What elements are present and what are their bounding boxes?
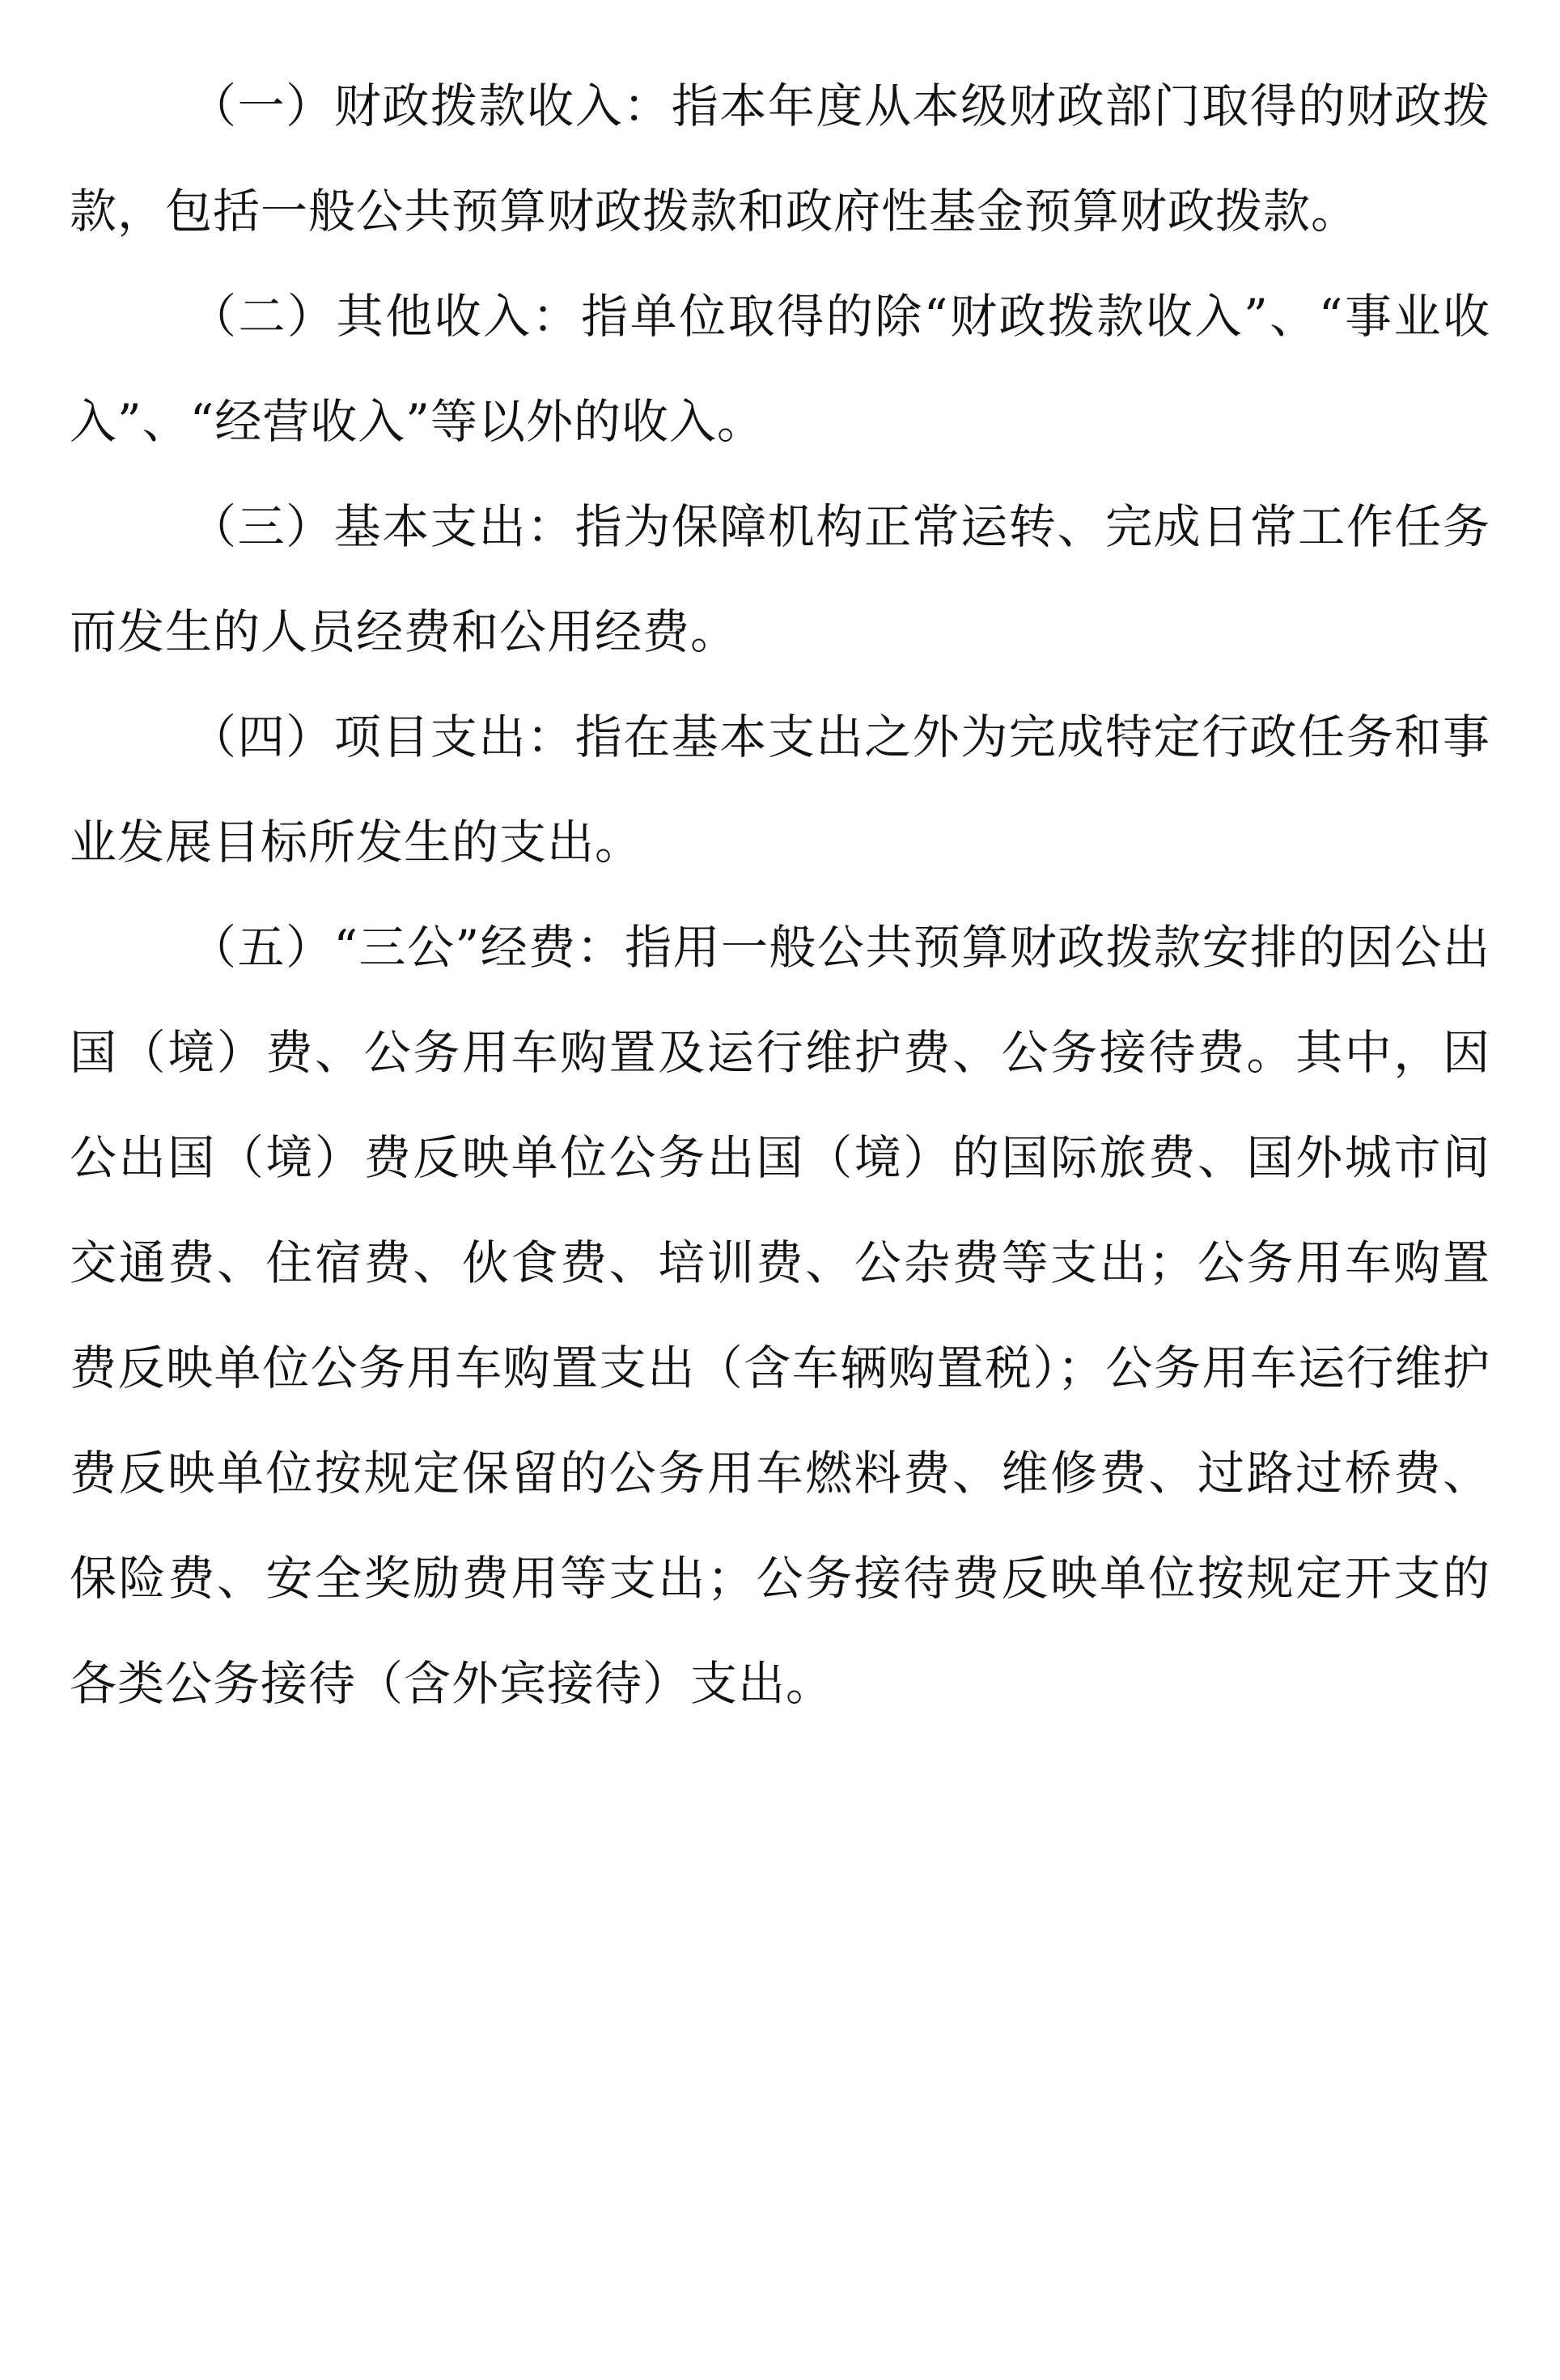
paragraph-other-income [70, 264, 1490, 474]
paragraph-text: （五）“三公”经费：指用一般公共预算财政拨款安排的因公出国（境）费、公务用车购置及运行维护费、公务接待费。其中，因公出国（境）费反映单位公务出国（境）的国际旅费、国外城市间交通费、住宿费、伙食费、培训费、公杂费等支出；公务用车购置费反映单位公务用车购置支出（含车辆购置税）；公务用车运行维护费反映单位按规定保留的公务用车燃料费、维修费、过路过桥费、保险费、安全奖励费用等支出；公务接待费反映单位按规定开支的各类公务接待（含外宾接待）支出。 [70, 920, 1490, 1711]
paragraph-text: （一）财政拨款收入：指本年度从本级财政部门取得的财政拨款，包括一般公共预算财政拨款和政府性基金预算财政拨款。 [70, 78, 1490, 239]
paragraph-text: （二）其他收入：指单位取得的除“财政拨款收入”、“事业收入”、“经营收入”等以外的收入。 [70, 289, 1490, 449]
document-body [70, 53, 1490, 1736]
paragraph-text: （三）基本支出：指为保障机构正常运转、完成日常工作任务而发生的人员经费和公用经费。 [70, 499, 1490, 659]
paragraph-basic-expenditure [70, 474, 1490, 684]
paragraph-fiscal-appropriation-income [70, 53, 1490, 264]
paragraph-three-public-expenses [70, 895, 1490, 1736]
paragraph-text: （四）项目支出：指在基本支出之外为完成特定行政任务和事业发展目标所发生的支出。 [70, 709, 1490, 870]
paragraph-project-expenditure [70, 684, 1490, 895]
